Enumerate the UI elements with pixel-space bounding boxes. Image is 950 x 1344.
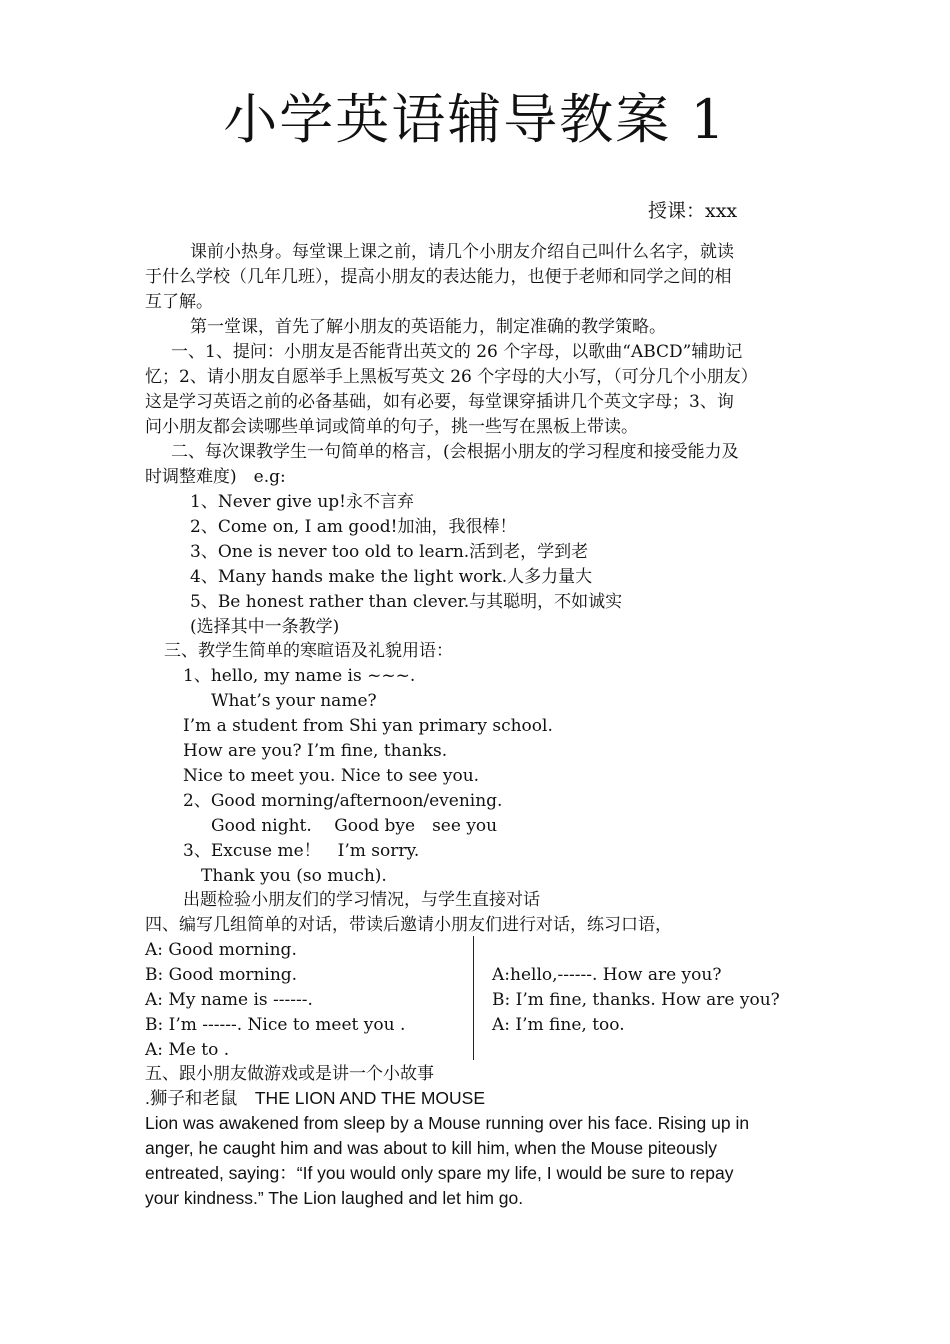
section4-heading: 四、编写几组简单的对话，带读后邀请小朋友们进行对话，练习口语， [145, 915, 672, 935]
section1-line: 一、1、提问：小朋友是否能背出英文的 26 个字母，以歌曲“ABCD”辅助记 [171, 342, 743, 362]
phrase-line: How are you? I’m fine, thanks. [183, 741, 448, 761]
phrase-line: Good night. Good bye see you [211, 816, 498, 836]
phrase-line: I’m a student from Shi yan primary school. [183, 716, 553, 736]
dialogue-divider [473, 936, 474, 1060]
intro-line: 互了解。 [145, 292, 213, 312]
story-line: Lion was awakened from sleep by a Mouse running over his face. Rising up in [145, 1113, 750, 1133]
motto-note: (选择其中一条教学) [190, 617, 340, 637]
section5-heading: 五、跟小朋友做游戏或是讲一个小故事 [145, 1064, 434, 1084]
story-title: .狮子和老鼠 THE LION AND THE MOUSE [145, 1088, 485, 1108]
motto-item: 5、Be honest rather than clever.与其聪明，不如诚实 [190, 592, 623, 612]
dialogue-right-line: B: I’m fine, thanks. How are you? [492, 990, 780, 1010]
dialogue-left-line: A: Me to . [145, 1040, 230, 1060]
page-title: 小学英语辅导教案 1 [223, 88, 727, 151]
intro-line: 第一堂课，首先了解小朋友的英语能力，制定准确的教学策略。 [190, 317, 666, 337]
section1-line: 这是学习英语之前的必备基础，如有必要，每堂课穿插讲几个英文字母；3、询 [145, 392, 734, 412]
phrase-line: Thank you (so much). [201, 866, 387, 886]
teacher-label: 授课：xxx [648, 200, 738, 222]
dialogue-right-line: A:hello,------. How are you? [492, 965, 722, 985]
dialogue-left-line: B: Good morning. [145, 965, 298, 985]
intro-line: 课前小热身。每堂课上课之前，请几个小朋友介绍自己叫什么名字，就读 [190, 242, 734, 262]
story-line: your kindness.” The Lion laughed and let him go. [145, 1188, 524, 1208]
motto-item: 4、Many hands make the light work.人多力量大 [190, 567, 593, 587]
dialogue-left-line: B: I’m ------. Nice to meet you . [145, 1015, 406, 1035]
motto-item: 2、Come on, I am good!加油，我很棒！ [190, 517, 517, 537]
intro-line: 于什么学校（几年几班），提高小朋友的表达能力，也便于老师和同学之间的相 [145, 267, 732, 287]
phrase-line: 3、Excuse me！ I’m sorry. [183, 841, 420, 861]
story-line: entreated, saying：“If you would only spare my life, I would be sure to repay [145, 1163, 734, 1183]
phrase-line: Nice to meet you. Nice to see you. [183, 766, 480, 786]
phrase-line: 出题检验小朋友们的学习情况，与学生直接对话 [183, 890, 540, 910]
section3-heading: 三、教学生简单的寒暄语及礼貌用语： [164, 641, 453, 661]
dialogue-left-line: A: My name is ------. [145, 990, 313, 1010]
story-line: anger, he caught him and was about to kill him, when the Mouse piteously [145, 1138, 718, 1158]
section2-heading: 时调整难度) e.g: [145, 467, 286, 487]
section1-line: 问小朋友都会读哪些单词或简单的句子，挑一些写在黑板上带读。 [145, 417, 638, 437]
motto-item: 3、One is never too old to learn.活到老，学到老 [190, 542, 589, 562]
dialogue-right-line: A: I’m fine, too. [492, 1015, 625, 1035]
motto-item: 1、Never give up!永不言弃 [190, 492, 414, 512]
phrase-line: 2、Good morning/afternoon/evening. [183, 791, 503, 811]
phrase-line: What’s your name? [211, 691, 377, 711]
phrase-line: 1、hello, my name is ~~~. [183, 666, 416, 686]
dialogue-left-line: A: Good morning. [145, 940, 297, 960]
section1-line: 忆；2、请小朋友自愿举手上黑板写英文 26 个字母的大小写，（可分几个小朋友） [145, 367, 758, 387]
section2-heading: 二、每次课教学生一句简单的格言，(会根据小朋友的学习程度和接受能力及 [171, 442, 739, 462]
